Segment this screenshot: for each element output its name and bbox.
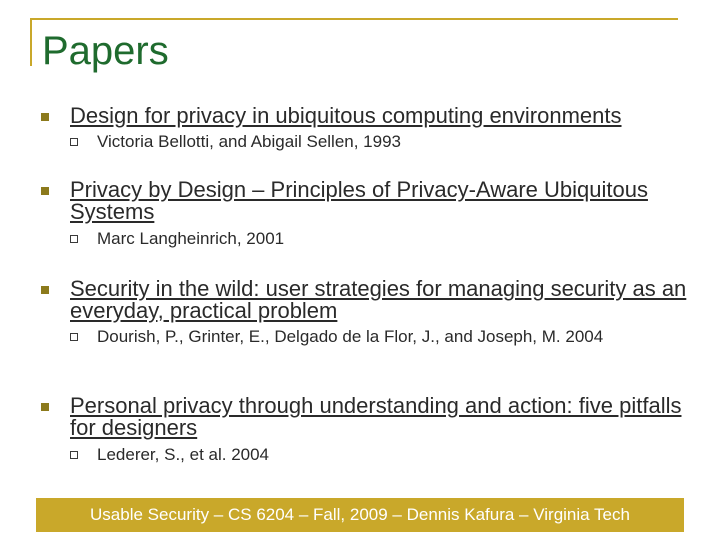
- page-title: Papers: [42, 29, 169, 73]
- paper-title-3[interactable]: Security in the wild: user strategies for managing security as an everyday, practical problem: [70, 276, 687, 323]
- sub-bullet-icon: [70, 138, 78, 146]
- bullet-icon: [41, 286, 49, 294]
- title-frame-vertical: [30, 18, 32, 66]
- paper-authors-2: Marc Langheinrich, 2001: [97, 229, 285, 248]
- sub-bullet-icon: [70, 333, 78, 341]
- bullet-icon: [41, 113, 49, 121]
- paper-title-2[interactable]: Privacy by Design – Principles of Privacy-Aware Ubiquitous Systems: [70, 177, 648, 224]
- paper-title-1[interactable]: Design for privacy in ubiquitous computing environments: [70, 103, 622, 128]
- paper-authors-3: Dourish, P., Grinter, E., Delgado de la Flor, J., and Joseph, M. 2004: [97, 327, 604, 346]
- sub-bullet-icon: [70, 451, 78, 459]
- footer-text: Usable Security – CS 6204 – Fall, 2009 – Dennis Kafura – Virginia Tech: [90, 505, 630, 524]
- paper-authors-1: Victoria Bellotti, and Abigail Sellen, 1993: [97, 132, 401, 151]
- bullet-icon: [41, 403, 49, 411]
- paper-authors-4: Lederer, S., et al. 2004: [97, 445, 270, 464]
- title-frame-horizontal: [30, 18, 678, 20]
- bullet-icon: [41, 187, 49, 195]
- sub-bullet-icon: [70, 235, 78, 243]
- paper-title-4[interactable]: Personal privacy through understanding and action: five pitfalls for designers: [70, 393, 682, 440]
- footer-bar: [36, 496, 684, 532]
